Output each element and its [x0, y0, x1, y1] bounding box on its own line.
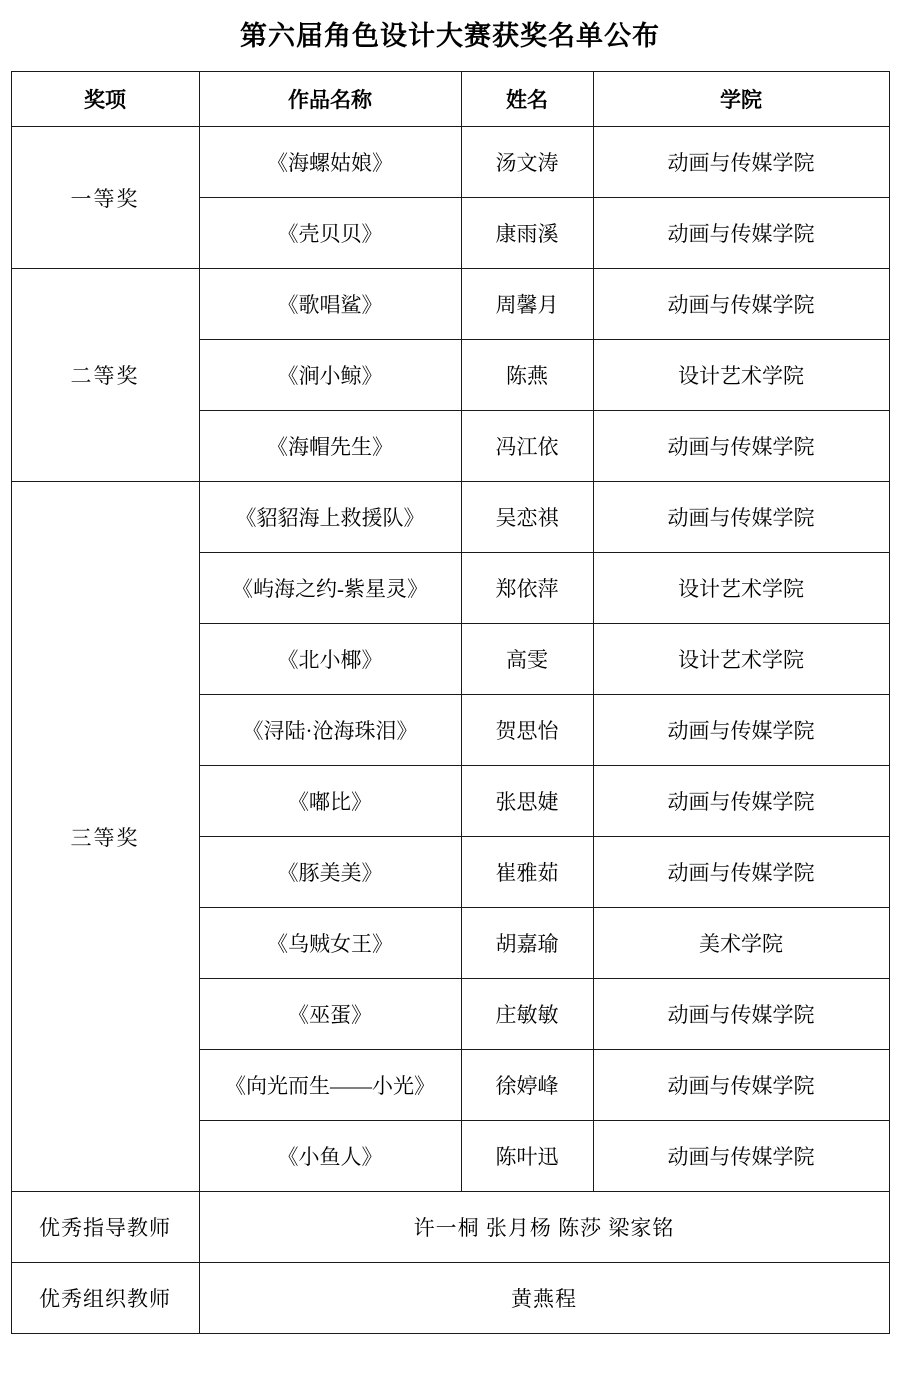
work-title: 《浔陆·沧海珠泪》	[199, 695, 461, 766]
work-title: 《巫蛋》	[199, 979, 461, 1050]
work-title: 《貂貂海上救援队》	[199, 482, 461, 553]
student-name: 贺思怡	[461, 695, 593, 766]
excellent-organizer-names: 黄燕程	[199, 1263, 889, 1334]
work-title: 《豚美美》	[199, 837, 461, 908]
award-group-label: 二等奖	[11, 269, 199, 482]
student-name: 冯江依	[461, 411, 593, 482]
student-name: 徐婷峰	[461, 1050, 593, 1121]
college-name: 设计艺术学院	[593, 553, 889, 624]
work-title: 《向光而生——小光》	[199, 1050, 461, 1121]
work-title: 《嘟比》	[199, 766, 461, 837]
work-title: 《小鱼人》	[199, 1121, 461, 1192]
college-name: 动画与传媒学院	[593, 979, 889, 1050]
column-header-award: 奖项	[11, 72, 199, 127]
college-name: 美术学院	[593, 908, 889, 979]
page-title: 第六届角色设计大赛获奖名单公布	[240, 21, 660, 51]
college-name: 设计艺术学院	[593, 340, 889, 411]
student-name: 高雯	[461, 624, 593, 695]
work-title: 《北小椰》	[199, 624, 461, 695]
student-name: 康雨溪	[461, 198, 593, 269]
excellent-advisor-label: 优秀指导教师	[11, 1192, 199, 1263]
student-name: 郑依萍	[461, 553, 593, 624]
college-name: 动画与传媒学院	[593, 127, 889, 198]
work-title: 《海螺姑娘》	[199, 127, 461, 198]
excellent-advisor-names: 许一桐 张月杨 陈莎 梁家铭	[199, 1192, 889, 1263]
table-row	[11, 1263, 889, 1334]
work-title: 《海帽先生》	[199, 411, 461, 482]
college-name: 动画与传媒学院	[593, 1121, 889, 1192]
table-row	[11, 269, 889, 340]
column-header-name: 姓名	[461, 72, 593, 127]
college-name: 动画与传媒学院	[593, 411, 889, 482]
student-name: 胡嘉瑜	[461, 908, 593, 979]
table-row	[11, 127, 889, 198]
excellent-organizer-label: 优秀组织教师	[11, 1263, 199, 1334]
work-title: 《歌唱鲨》	[199, 269, 461, 340]
student-name: 周馨月	[461, 269, 593, 340]
student-name: 陈燕	[461, 340, 593, 411]
award-group-label: 三等奖	[11, 482, 199, 1192]
student-name: 庄敏敏	[461, 979, 593, 1050]
college-name: 动画与传媒学院	[593, 837, 889, 908]
table-body	[11, 127, 889, 1334]
work-title: 《屿海之约-紫星灵》	[199, 553, 461, 624]
student-name: 吴恋祺	[461, 482, 593, 553]
column-header-college: 学院	[593, 72, 889, 127]
table-row	[11, 482, 889, 553]
college-name: 动画与传媒学院	[593, 269, 889, 340]
college-name: 动画与传媒学院	[593, 766, 889, 837]
student-name: 陈叶迅	[461, 1121, 593, 1192]
award-list-table	[11, 71, 890, 1334]
student-name: 张思婕	[461, 766, 593, 837]
award-group-label: 一等奖	[11, 127, 199, 269]
college-name: 动画与传媒学院	[593, 482, 889, 553]
table-header	[11, 72, 889, 127]
college-name: 设计艺术学院	[593, 624, 889, 695]
college-name: 动画与传媒学院	[593, 695, 889, 766]
work-title: 《涧小鲸》	[199, 340, 461, 411]
table-header-row	[11, 72, 889, 127]
college-name: 动画与传媒学院	[593, 198, 889, 269]
table-row	[11, 1192, 889, 1263]
student-name: 汤文涛	[461, 127, 593, 198]
column-header-work: 作品名称	[199, 72, 461, 127]
student-name: 崔雅茹	[461, 837, 593, 908]
work-title: 《乌贼女王》	[199, 908, 461, 979]
work-title: 《壳贝贝》	[199, 198, 461, 269]
college-name: 动画与传媒学院	[593, 1050, 889, 1121]
